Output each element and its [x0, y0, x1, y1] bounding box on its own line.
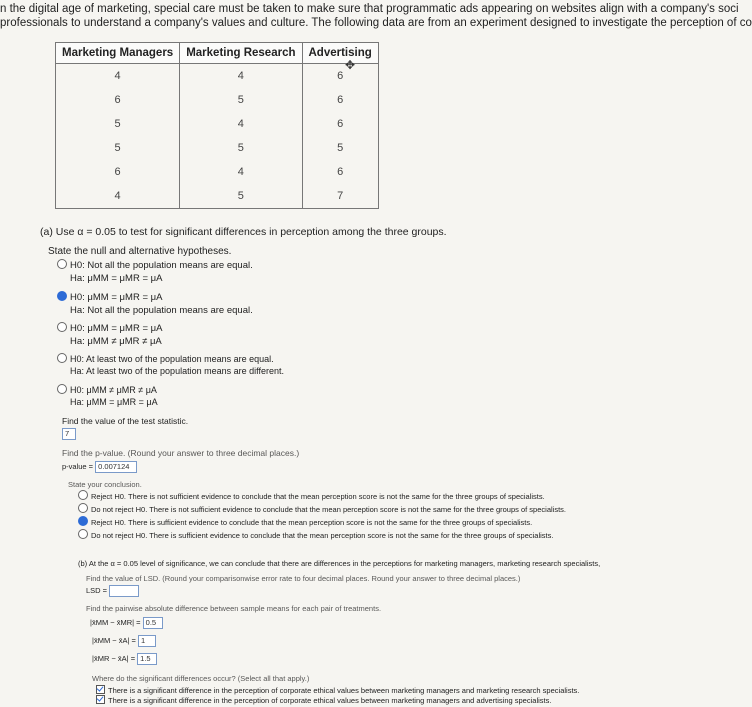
hypothesis-option-4[interactable]: H0: At least two of the population means are equal.: [57, 353, 274, 366]
pairwise-diff-1: |x̄MM − x̄MR| = 0.5: [90, 616, 163, 629]
table-cell: 7: [302, 184, 378, 209]
table-row: [56, 136, 379, 160]
hypothesis-option-5[interactable]: H0: μMM ≠ μMR ≠ μA: [57, 384, 157, 397]
intro-line-2: professionals to understand a company's values and culture. The following data are from an experiment designed to investigate the perception of co: [0, 17, 752, 29]
p-value-row: p-value = 0.007124: [62, 460, 137, 473]
lsd-input[interactable]: [109, 585, 139, 597]
table-cell: 6: [302, 160, 378, 184]
radio-icon[interactable]: [78, 529, 88, 539]
header-marketing-managers: Marketing Managers: [56, 43, 180, 64]
table-row: [56, 160, 379, 184]
diff-2-input[interactable]: 1: [138, 635, 156, 647]
hypothesis-option-2-ha: Ha: Not all the population means are equal.: [70, 305, 253, 316]
find-test-statistic-label: Find the value of the test statistic.: [62, 416, 189, 426]
where-option-1[interactable]: There is a significant difference in the perception of corporate ethical values between marketing managers and marketing research specialists.: [96, 684, 579, 697]
diff-1-input[interactable]: 0.5: [143, 617, 163, 629]
lsd-question: Find the value of LSD. (Round your comparisonwise error rate to four decimal places. Round your answer to three decimal places.): [86, 574, 521, 583]
pairwise-question: Find the pairwise absolute difference between sample means for each pair of treatments.: [86, 604, 382, 613]
table-cell: 4: [56, 184, 180, 209]
intro-line-1: n the digital age of marketing, special care must be taken to make sure that programmatic ads appearing on websites align with a company's soci: [0, 3, 739, 15]
table-cell: 6: [302, 112, 378, 136]
find-p-value-label: Find the p-value. (Round your answer to three decimal places.): [62, 448, 300, 458]
test-statistic-row: [62, 428, 76, 441]
hypothesis-option-5-ha: Ha: μMM = μMR = μA: [70, 397, 158, 407]
radio-selected-icon[interactable]: [57, 291, 67, 301]
part-b-intro: (b) At the α = 0.05 level of significance, we can conclude that there are differences in the perceptions for marketing managers, marketing research specialists,: [78, 559, 601, 568]
conclusion-option-3[interactable]: Reject H0. There is sufficient evidence to conclude that the mean perception score is not the same for the three groups of specialists.: [78, 516, 532, 529]
table-cell: 6: [56, 88, 180, 112]
mouse-cursor-icon: ✥: [345, 58, 356, 72]
conclusion-label: State your conclusion.: [68, 480, 142, 489]
p-value-input[interactable]: 0.007124: [95, 461, 137, 473]
table-cell: 5: [180, 88, 302, 112]
radio-icon[interactable]: [57, 259, 67, 269]
header-marketing-research: Marketing Research: [180, 43, 302, 64]
where-differences-question: Where do the significant differences occur? (Select all that apply.): [92, 674, 310, 683]
hypothesis-option-1-ha: Ha: μMM = μMR = μA: [70, 273, 163, 284]
table-cell: 4: [56, 64, 180, 89]
pairwise-diff-3: |x̄MR − x̄A| = 1.5: [92, 652, 157, 665]
radio-icon[interactable]: [57, 353, 67, 363]
hypothesis-option-1[interactable]: H0: Not all the population means are equal.: [57, 259, 253, 272]
table-cell: 5: [180, 184, 302, 209]
pairwise-diff-2: |x̄MM − x̄A| = 1: [92, 634, 156, 647]
data-table: [55, 42, 379, 209]
table-cell: 6: [302, 64, 378, 89]
state-hypotheses-label: State the null and alternative hypotheses.: [48, 246, 232, 257]
radio-selected-icon[interactable]: [78, 516, 88, 526]
table-cell: 5: [56, 136, 180, 160]
lsd-row: LSD =: [86, 584, 139, 597]
radio-icon[interactable]: [78, 490, 88, 500]
hypothesis-option-2[interactable]: H0: μMM = μMR = μA: [57, 291, 162, 304]
diff-3-input[interactable]: 1.5: [137, 653, 157, 665]
problem-intro: [0, 2, 752, 30]
hypothesis-option-3-ha: Ha: μMM ≠ μMR ≠ μA: [70, 336, 162, 347]
radio-icon[interactable]: [78, 503, 88, 513]
table-header-row: [56, 43, 379, 64]
table-cell: 5: [56, 112, 180, 136]
table-row: [56, 64, 379, 89]
table-row: [56, 112, 379, 136]
table-cell: 5: [302, 136, 378, 160]
radio-icon[interactable]: [57, 384, 67, 394]
table-row: [56, 184, 379, 209]
test-statistic-input[interactable]: 7: [62, 428, 76, 440]
where-option-2[interactable]: There is a significant difference in the perception of corporate ethical values between marketing managers and advertising specialists.: [96, 694, 551, 707]
header-advertising: Advertising: [302, 43, 378, 64]
table-cell: 4: [180, 112, 302, 136]
checkbox-checked-icon[interactable]: [96, 685, 105, 694]
part-a-question: (a) Use α = 0.05 to test for significant differences in perception among the three groups.: [40, 226, 447, 238]
radio-icon[interactable]: [57, 322, 67, 332]
table-cell: 6: [302, 88, 378, 112]
conclusion-option-1[interactable]: Reject H0. There is not sufficient evidence to conclude that the mean perception score is not the same for the three groups of specialists.: [78, 490, 545, 503]
table-cell: 6: [56, 160, 180, 184]
table-cell: 4: [180, 64, 302, 89]
conclusion-option-2[interactable]: Do not reject H0. There is not sufficient evidence to conclude that the mean perception score is not the same for the three groups of specialists.: [78, 503, 566, 516]
hypothesis-option-4-ha: Ha: At least two of the population means are different.: [70, 366, 284, 376]
table-cell: 4: [180, 160, 302, 184]
table-row: [56, 88, 379, 112]
checkbox-checked-icon[interactable]: [96, 695, 105, 704]
conclusion-option-4[interactable]: Do not reject H0. There is sufficient evidence to conclude that the mean perception score is not the same for the three groups of specialists.: [78, 529, 553, 542]
table-cell: 5: [180, 136, 302, 160]
hypothesis-option-3[interactable]: H0: μMM = μMR = μA: [57, 322, 162, 335]
